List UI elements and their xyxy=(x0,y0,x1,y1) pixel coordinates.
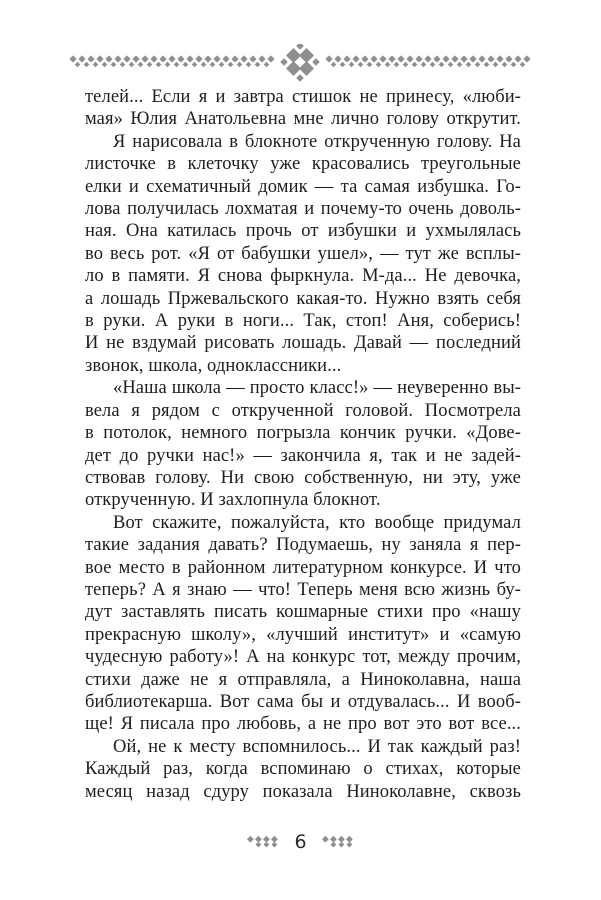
text-line: И не вздумай рисовать лошадь. Давай — последний xyxy=(85,333,521,354)
text-line: теперь? А я знаю — что! Теперь меня всю жизнь бу- xyxy=(85,579,521,600)
text-line: Вот скажите, пожалуйста, кто вообще придумал xyxy=(113,512,521,533)
text-line: библиотекарша. Вот сама бы и отдувалась... И вооб- xyxy=(85,691,521,712)
text-line: звонок, школа, одноклассники... xyxy=(85,355,342,376)
text-line: стихи даже не я отправляла, а Ниноколавна, наша xyxy=(85,669,521,690)
text-line: дут заставлять писать кошмарные стихи про «нашу xyxy=(85,602,521,623)
text-line: в потолок, немного погрызла кончик ручки. «Дове- xyxy=(85,423,521,444)
paragraph xyxy=(85,736,521,803)
footer-ornament-left-icon xyxy=(247,835,279,849)
paragraph xyxy=(85,377,521,511)
text-line: «Наша школа — просто класс!» — неуверенно вы- xyxy=(113,378,521,399)
text-line: вела я рядом с открученной головой. Посмотрела xyxy=(85,400,521,421)
text-line: вое место в районном литературном конкурсе. И что xyxy=(85,557,521,578)
footer-ornament-right-icon xyxy=(322,835,354,849)
text-line: Ой, не к месту вспомнилось... И так каждый раз! xyxy=(113,736,521,757)
text-line: прекрасную школу», «лучший институт» и «самую xyxy=(85,624,521,645)
paragraph xyxy=(85,131,521,377)
text-line: Каждый раз, когда вспоминаю о стихах, которые xyxy=(85,759,521,780)
text-line: чудесную работу»! А на конкурс тот, между прочим, xyxy=(85,647,521,668)
text-line: такие задания давать? Подумаешь, ну заняла я пер- xyxy=(85,535,521,556)
text-line: в руки. А руки в ноги... Так, стоп! Аня, соберись! xyxy=(85,311,521,332)
diamond-band-icon xyxy=(69,44,531,88)
text-line: телей... Если я и завтра стишок не принесу, «люби- xyxy=(85,87,521,107)
paragraph xyxy=(85,86,521,131)
text-line: листочке в клеточку уже красовались треугольные xyxy=(85,154,521,175)
text-line: лова получилась лохматая и почему-то очень доволь- xyxy=(85,199,521,220)
text-line: елки и схематичный домик — та самая избушка. Го- xyxy=(85,176,521,197)
paragraph xyxy=(85,512,521,736)
page-number: 6 xyxy=(294,830,307,853)
text-line: мая» Юлия Анатольевна мне лично голову открутит. xyxy=(85,109,521,130)
text-line: Я нарисовала в блокноте открученную голову. На xyxy=(113,131,521,152)
header-ornament xyxy=(69,44,531,88)
text-line: ствовав голову. Ни свою собственную, ни эту, уже xyxy=(85,467,521,488)
text-line: а лошадь Пржевальского какая-то. Нужно взять себя xyxy=(85,288,521,309)
body-text xyxy=(85,86,521,803)
text-line: дет до ручки нас!» — закончила я, так и не задей- xyxy=(85,445,521,466)
text-line: во весь рот. «Я от бабушки ушел», — тут же всплы- xyxy=(85,243,521,264)
text-line: месяц назад сдуру показала Ниноколавне, сквозь xyxy=(85,781,521,802)
page-footer xyxy=(0,829,601,855)
text-line: ло в памяти. Я снова фыркнула. М-да... Не девочка, xyxy=(85,266,521,287)
text-line: ная. Она катилась прочь от избушки и ухмылялась xyxy=(85,221,521,242)
text-line: открученную. И захлопнула блокнот. xyxy=(85,490,381,511)
text-line: ще! Я писала про любовь, а не про вот это вот все... xyxy=(85,714,521,735)
